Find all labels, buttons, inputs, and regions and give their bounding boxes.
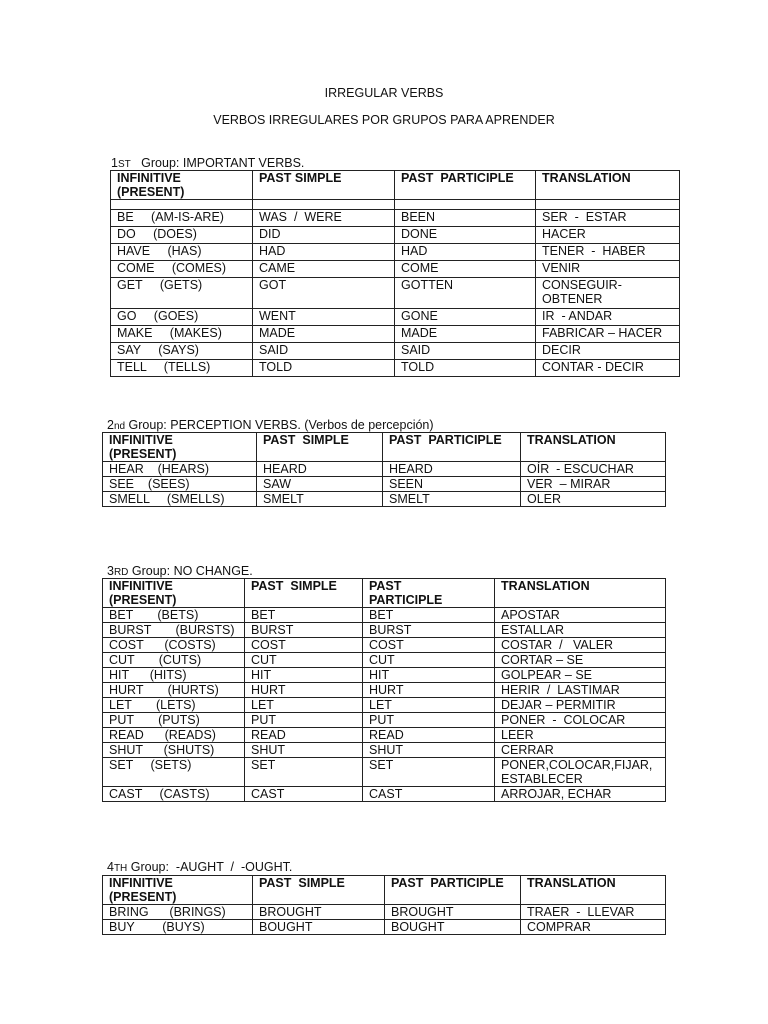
cell-past-simple: PUT [245, 713, 363, 728]
cell-past-participle: SHUT [363, 743, 495, 758]
cell-past-simple: WAS / WERE [253, 210, 395, 227]
cell-infinitive: BRING (BRINGS) [103, 905, 253, 920]
cell-translation: COSTAR / VALER [495, 638, 666, 653]
cell-infinitive: GO (GOES) [111, 309, 253, 326]
cell-translation: VER – MIRAR [521, 477, 666, 492]
cell-past-simple: SAW [257, 477, 383, 492]
table-header-row [103, 433, 666, 462]
table-row [103, 905, 666, 920]
group-2-table [102, 432, 666, 507]
cell-translation: DECIR [536, 343, 680, 360]
header-past-participle: PAST PARTICIPLE [363, 579, 495, 608]
cell-translation: HERIR / LASTIMAR [495, 683, 666, 698]
cell-translation: FABRICAR – HACER [536, 326, 680, 343]
cell-past-participle: CUT [363, 653, 495, 668]
cell-past-participle: SET [363, 758, 495, 787]
cell-past-participle: HIT [363, 668, 495, 683]
cell-past-participle: GONE [395, 309, 536, 326]
cell-infinitive: BURST (BURSTS) [103, 623, 245, 638]
header-translation: TRANSLATION [521, 433, 666, 462]
table-row [111, 343, 680, 360]
cell-past-participle: READ [363, 728, 495, 743]
cell-past-simple: BOUGHT [253, 920, 385, 935]
group-4-caption [107, 860, 292, 874]
cell-translation: COMPRAR [521, 920, 666, 935]
cell-past-participle: BOUGHT [385, 920, 521, 935]
cell-past-simple: HAD [253, 244, 395, 261]
cell-past-simple: SMELT [257, 492, 383, 507]
table-row [111, 326, 680, 343]
cell-infinitive: LET (LETS) [103, 698, 245, 713]
header-past-simple: PAST SIMPLE [245, 579, 363, 608]
cell-infinitive: HIT (HITS) [103, 668, 245, 683]
cell-infinitive: SAY (SAYS) [111, 343, 253, 360]
cell-translation: CERRAR [495, 743, 666, 758]
header-translation: TRANSLATION [536, 171, 680, 200]
cell-past-simple: HIT [245, 668, 363, 683]
cell-past-simple: WENT [253, 309, 395, 326]
cell-translation: DEJAR – PERMITIR [495, 698, 666, 713]
cell-past-simple: DID [253, 227, 395, 244]
cell-past-simple: TOLD [253, 360, 395, 377]
cell-translation: IR - ANDAR [536, 309, 680, 326]
table-row [103, 623, 666, 638]
header-past-simple: PAST SIMPLE [257, 433, 383, 462]
cell-translation: PONER - COLOCAR [495, 713, 666, 728]
table-row [111, 244, 680, 261]
cell-translation: ESTALLAR [495, 623, 666, 638]
group-ordinal-suffix: nd [113, 421, 126, 432]
cell-translation: CONTAR - DECIR [536, 360, 680, 377]
cell-past-participle: HEARD [383, 462, 521, 477]
cell-translation: VENIR [536, 261, 680, 278]
cell-infinitive: SMELL (SMELLS) [103, 492, 257, 507]
group-label: Group: IMPORTANT VERBS. [130, 156, 305, 170]
table-row [103, 683, 666, 698]
group-ordinal-number: 1 [111, 156, 118, 170]
cell-translation: OLER [521, 492, 666, 507]
cell-translation: GOLPEAR – SE [495, 668, 666, 683]
cell-infinitive: TELL (TELLS) [111, 360, 253, 377]
group-ordinal-number: 2 [107, 418, 114, 432]
table-row [103, 920, 666, 935]
cell-infinitive: CAST (CASTS) [103, 787, 245, 802]
group-1-table [110, 170, 680, 377]
cell-translation: OÍR - ESCUCHAR [521, 462, 666, 477]
group-ordinal-suffix: RD [113, 567, 129, 578]
table-header-row [103, 579, 666, 608]
cell-past-simple: SET [245, 758, 363, 787]
cell-past-participle: SEEN [383, 477, 521, 492]
cell-past-participle: COME [395, 261, 536, 278]
header-infinitive: INFINITIVE (PRESENT) [103, 876, 253, 905]
cell-translation: APOSTAR [495, 608, 666, 623]
cell-past-participle: BET [363, 608, 495, 623]
group-label: Group: PERCEPTION VERBS. (Verbos de percepción) [125, 418, 434, 432]
page-subtitle: VERBOS IRREGULARES POR GRUPOS PARA APRENDER [213, 113, 555, 127]
cell-translation: HACER [536, 227, 680, 244]
group-ordinal-suffix: ST [117, 159, 131, 170]
cell-translation: TENER - HABER [536, 244, 680, 261]
table-row [103, 477, 666, 492]
cell-infinitive: BUY (BUYS) [103, 920, 253, 935]
group-3-table [102, 578, 666, 802]
cell-translation: CORTAR – SE [495, 653, 666, 668]
header-infinitive: INFINITIVE (PRESENT) [111, 171, 253, 200]
table-row [103, 743, 666, 758]
group-label: Group: -AUGHT / -OUGHT. [127, 860, 293, 874]
cell-infinitive: DO (DOES) [111, 227, 253, 244]
cell-past-simple: HEARD [257, 462, 383, 477]
cell-translation: CONSEGUIR- OBTENER [536, 278, 680, 309]
cell-past-simple: CAME [253, 261, 395, 278]
cell-infinitive: MAKE (MAKES) [111, 326, 253, 343]
cell-past-participle: BROUGHT [385, 905, 521, 920]
cell-infinitive: HURT (HURTS) [103, 683, 245, 698]
header-past-participle: PAST PARTICIPLE [385, 876, 521, 905]
cell-infinitive: READ (READS) [103, 728, 245, 743]
header-translation: TRANSLATION [521, 876, 666, 905]
cell-past-participle: BURST [363, 623, 495, 638]
cell-past-simple: GOT [253, 278, 395, 309]
cell-past-simple: BURST [245, 623, 363, 638]
group-1-caption [111, 156, 304, 170]
cell-translation: TRAER - LLEVAR [521, 905, 666, 920]
cell-past-simple: CAST [245, 787, 363, 802]
cell-infinitive: COME (COMES) [111, 261, 253, 278]
cell-past-simple: HURT [245, 683, 363, 698]
table-row [103, 787, 666, 802]
table-row [111, 261, 680, 278]
group-ordinal-number: 3 [107, 564, 114, 578]
cell-translation: PONER,COLOCAR,FIJAR, ESTABLECER [495, 758, 666, 787]
cell-infinitive: HAVE (HAS) [111, 244, 253, 261]
cell-past-participle: BEEN [395, 210, 536, 227]
cell-infinitive: BE (AM-IS-ARE) [111, 210, 253, 227]
header-past-simple: PAST SIMPLE [253, 876, 385, 905]
table-row [103, 728, 666, 743]
cell-past-simple: MADE [253, 326, 395, 343]
table-row [103, 668, 666, 683]
cell-past-simple: READ [245, 728, 363, 743]
cell-past-participle: PUT [363, 713, 495, 728]
cell-translation: LEER [495, 728, 666, 743]
cell-translation: SER - ESTAR [536, 210, 680, 227]
cell-past-participle: DONE [395, 227, 536, 244]
table-row [103, 698, 666, 713]
table-row [103, 462, 666, 477]
table-row [103, 758, 666, 787]
cell-past-simple: CUT [245, 653, 363, 668]
cell-infinitive: COST (COSTS) [103, 638, 245, 653]
cell-past-simple: BET [245, 608, 363, 623]
table-header-row [103, 876, 666, 905]
cell-translation: ARROJAR, ECHAR [495, 787, 666, 802]
cell-past-participle: HAD [395, 244, 536, 261]
table-spacer-row [111, 200, 680, 210]
cell-past-participle: GOTTEN [395, 278, 536, 309]
cell-past-participle: SMELT [383, 492, 521, 507]
table-row [111, 278, 680, 309]
cell-past-participle: MADE [395, 326, 536, 343]
table-row [111, 210, 680, 227]
table-row [111, 227, 680, 244]
header-infinitive: INFINITIVE (PRESENT) [103, 579, 245, 608]
table-row [103, 653, 666, 668]
cell-infinitive: BET (BETS) [103, 608, 245, 623]
header-past-participle: PAST PARTICIPLE [383, 433, 521, 462]
cell-past-participle: LET [363, 698, 495, 713]
cell-past-simple: SAID [253, 343, 395, 360]
table-row [103, 608, 666, 623]
cell-past-simple: LET [245, 698, 363, 713]
header-past-participle: PAST PARTICIPLE [395, 171, 536, 200]
cell-infinitive: SEE (SEES) [103, 477, 257, 492]
cell-past-participle: HURT [363, 683, 495, 698]
cell-past-participle: TOLD [395, 360, 536, 377]
cell-infinitive: GET (GETS) [111, 278, 253, 309]
cell-past-participle: CAST [363, 787, 495, 802]
group-ordinal-number: 4 [107, 860, 114, 874]
cell-infinitive: SET (SETS) [103, 758, 245, 787]
table-header-row [111, 171, 680, 200]
cell-past-simple: SHUT [245, 743, 363, 758]
table-row [103, 713, 666, 728]
cell-infinitive: PUT (PUTS) [103, 713, 245, 728]
table-row [103, 492, 666, 507]
cell-past-participle: SAID [395, 343, 536, 360]
cell-past-simple: COST [245, 638, 363, 653]
cell-infinitive: HEAR (HEARS) [103, 462, 257, 477]
header-infinitive: INFINITIVE (PRESENT) [103, 433, 257, 462]
table-row [103, 638, 666, 653]
cell-past-participle: COST [363, 638, 495, 653]
group-4-table [102, 875, 666, 935]
group-label: Group: NO CHANGE. [128, 564, 253, 578]
table-row [111, 360, 680, 377]
header-translation: TRANSLATION [495, 579, 666, 608]
page-title: IRREGULAR VERBS [324, 86, 444, 100]
cell-infinitive: CUT (CUTS) [103, 653, 245, 668]
table-row [111, 309, 680, 326]
group-ordinal-suffix: TH [113, 863, 128, 874]
cell-past-simple: BROUGHT [253, 905, 385, 920]
group-2-caption [107, 418, 434, 432]
cell-infinitive: SHUT (SHUTS) [103, 743, 245, 758]
header-past-simple: PAST SIMPLE [253, 171, 395, 200]
group-3-caption [107, 564, 253, 578]
